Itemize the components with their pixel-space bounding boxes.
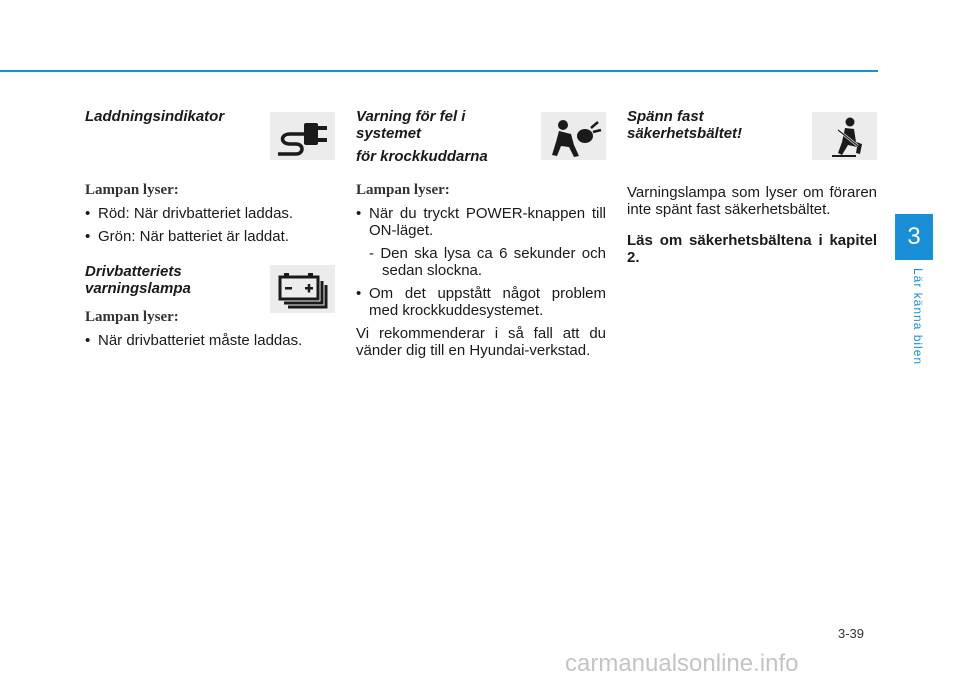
column-3 [627,108,877,266]
section-heading: Spänn fast säkerhetsbältet! [627,108,743,142]
seatbelt-description: Varningslampa som lyser om föraren inte spänt fast säkerhetsbältet. [627,184,877,218]
section-battery-warning [85,263,335,309]
recommendation-text: Vi rekommenderar i så fall att du vänder dig till en Hyundai-verkstad. [356,325,606,359]
list-item: • När du tryckt POWER-knappen till ON-läget. [356,205,606,239]
page-number: 3-39 [838,626,865,641]
section-heading-cont: för krockkuddarna [356,148,488,165]
sub-item: - Den ska lysa ca 6 sekunder och sedan slockna. [369,245,606,279]
section-heading: Drivbatteriets varningslampa [85,263,191,297]
seatbelt-icon [812,112,877,160]
chapter-tab: 3 [895,214,933,260]
list-item: • Grön: När batteriet är laddat. [85,228,335,245]
bullet-list [356,285,606,319]
charging-plug-icon [270,112,335,160]
lamp-on-label: Lampan lyser: [85,309,179,325]
bullet-list [85,205,335,245]
bullet-list [85,332,335,349]
battery-icon [270,265,335,313]
seatbelt-reference: Läs om säkerhetsbältena i kapitel 2. [627,232,877,266]
column-1 [85,108,335,355]
bullet-list [356,205,606,239]
lamp-on-label: Lampan lyser: [356,182,450,198]
section-seatbelt-warning [627,108,877,184]
column-2 [356,108,606,367]
section-heading: Varning för fel i systemet [356,108,466,142]
list-item: • Röd: När drivbatteriet laddas. [85,205,335,222]
top-rule [0,70,878,72]
section-charging-indicator [85,108,335,168]
section-airbag-warning [356,108,606,168]
airbag-icon [541,112,606,160]
watermark: carmanualsonline.info [565,650,799,677]
lamp-on-label: Lampan lyser: [85,182,179,198]
list-item: • När drivbatteriet måste laddas. [85,332,335,349]
chapter-label: Lär känna bilen [911,268,925,366]
list-item: • Om det uppstått något problem med krockkuddesystemet. [356,285,606,319]
section-heading: Laddningsindikator [85,108,225,125]
